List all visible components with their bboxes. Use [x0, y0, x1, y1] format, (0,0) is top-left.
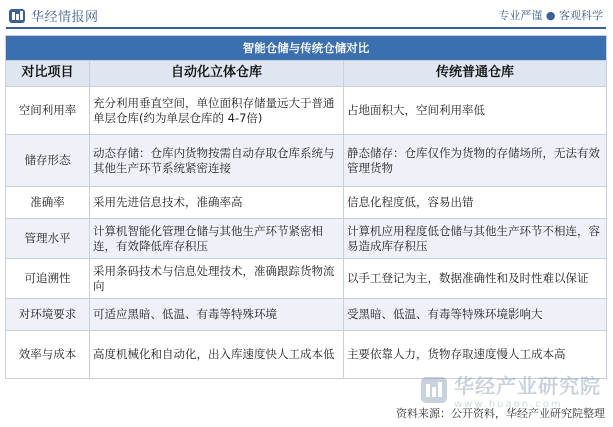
table-row: [6, 259, 607, 299]
row-item: 空间利用率: [6, 87, 90, 135]
table-row: [6, 299, 607, 331]
source-note: 资料来源：公开资料，华经产业研究院整理: [396, 407, 605, 420]
top-bar: [0, 0, 613, 26]
table-row: [6, 87, 607, 135]
column-header-trad: 传统普通仓库: [344, 61, 607, 87]
watermark-url: www.huaon.com: [454, 399, 563, 410]
column-header-item: 对比项目: [6, 61, 90, 87]
table-row: [6, 219, 607, 259]
row-auto-cell: 采用条码技术与信息处理技术，准确跟踪货物流向: [90, 259, 344, 299]
row-item: 准确率: [6, 187, 90, 219]
row-item: 效率与成本: [6, 331, 90, 379]
row-auto-cell: 计算机智能化管理仓储与其他生产环节紧密相连，有效降低库存积压: [90, 219, 344, 259]
row-auto-cell: 可适应黑暗、低温、有毒等特殊环境: [90, 299, 344, 331]
row-item: 对环境要求: [6, 299, 90, 331]
watermark-name: 华经产业研究院: [454, 374, 601, 398]
table-row: [6, 331, 607, 379]
brand-logo: [8, 6, 99, 25]
logo-text: 华经情报网: [31, 10, 99, 25]
row-auto-cell: 充分利用垂直空间，单位面积存储量远大于普通单层仓库(约为单层仓库的 4-7倍): [90, 87, 344, 135]
row-item: 可追溯性: [6, 259, 90, 299]
row-trad-cell: 以手工登记为主，数据准确性和及时性难以保证: [344, 259, 607, 299]
comparison-table: [5, 35, 607, 379]
row-trad-cell: 信息化程度低，容易出错: [344, 187, 607, 219]
slogan: 专业严谨 ● 客观科学: [498, 9, 603, 22]
table-row: [6, 187, 607, 219]
row-trad-cell: 占地面积大，空间利用率低: [344, 87, 607, 135]
table-header-row: [6, 61, 607, 87]
watermark-logo-icon: [420, 376, 448, 404]
logo-icon: [8, 8, 26, 24]
header-divider: [6, 27, 606, 29]
row-trad-cell: 主要依靠人力，货物存取速度慢人工成本高: [344, 331, 607, 379]
row-auto-cell: 高度机械化和自动化，出入库速度快人工成本低: [90, 331, 344, 379]
row-item: 储存形态: [6, 135, 90, 187]
row-item: 管理水平: [6, 219, 90, 259]
row-auto-cell: 采用先进信息技术，准确率高: [90, 187, 344, 219]
table-row: [6, 135, 607, 187]
row-trad-cell: 静态储存：仓库仅作为货物的存储场所，无法有效管理货物: [344, 135, 607, 187]
row-trad-cell: 受黑暗、低温、有毒等特殊环境影响大: [344, 299, 607, 331]
row-trad-cell: 计算机应用程度低仓储与其他生产环节不相连，容易造成库存积压: [344, 219, 607, 259]
table-title: 智能仓储与传统仓储对比: [6, 36, 607, 61]
column-header-auto: 自动化立体仓库: [90, 61, 344, 87]
row-auto-cell: 动态存储：仓库内货物按需自动存取仓库系统与其他生产环节系统紧密连接: [90, 135, 344, 187]
